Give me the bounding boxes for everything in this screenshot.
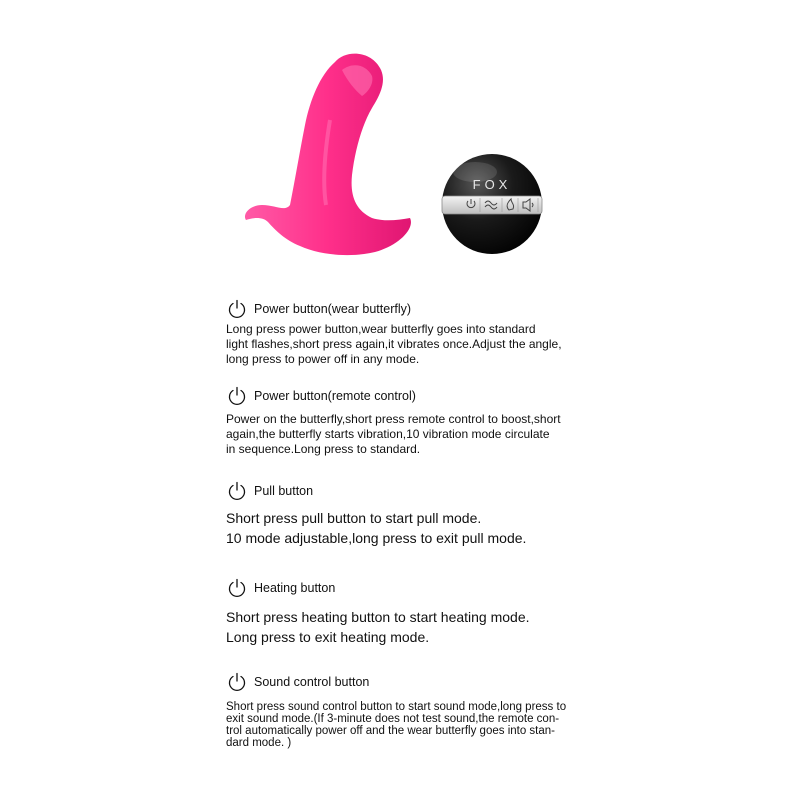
- section-title: Power button(remote control): [254, 389, 416, 403]
- section-text-line: again,the butterfly starts vibration,10 vibration mode circulate: [226, 427, 550, 441]
- power-icon: [226, 480, 248, 502]
- section-text-line: Short press heating button to start heating mode.: [226, 609, 530, 625]
- section-text-line: trol automatically power off and the wear butterfly goes into stan-: [226, 725, 555, 737]
- section-sound: [226, 671, 626, 749]
- power-icon: [226, 671, 248, 693]
- power-icon: [226, 298, 248, 320]
- section-pull: [226, 480, 626, 548]
- section-text-line: in sequence.Long press to standard.: [226, 442, 421, 456]
- section-heating: [226, 577, 626, 647]
- section-text-line: dard mode. ): [226, 737, 292, 749]
- wear-butterfly-device: [245, 54, 411, 255]
- product-image: [0, 0, 800, 290]
- section-title: Power button(wear butterfly): [254, 302, 412, 316]
- remote-control: [442, 154, 542, 254]
- section-text-line: light flashes,short press again,it vibrates once.Adjust the angle,: [226, 337, 562, 351]
- section-text-line: 10 mode adjustable,long press to exit pull mode.: [226, 530, 527, 546]
- section-text-line: Long press to exit heating mode.: [226, 629, 430, 645]
- section-text-line: Short press pull button to start pull mode.: [226, 510, 482, 526]
- power-icon: [226, 385, 248, 407]
- section-title: Heating button: [254, 581, 336, 595]
- section-text-line: long press to power off in any mode.: [226, 352, 420, 366]
- section-text-line: Long press power button,wear butterfly goes into standard: [226, 322, 536, 336]
- section-power-wear: [226, 298, 626, 367]
- remote-button-band: [442, 196, 542, 214]
- power-icon: [226, 577, 248, 599]
- remote-brand-logo: FOX: [472, 177, 512, 192]
- section-text-line: Short press sound control button to start sound mode,long press to: [226, 701, 567, 713]
- section-text-line: exit sound mode.(If 3-minute does not test sound,the remote con-: [226, 713, 560, 725]
- section-title: Pull button: [254, 484, 314, 498]
- section-title: Sound control button: [254, 675, 370, 689]
- section-text-line: Power on the butterfly,short press remote control to boost,short: [226, 412, 561, 426]
- section-power-remote: [226, 385, 626, 457]
